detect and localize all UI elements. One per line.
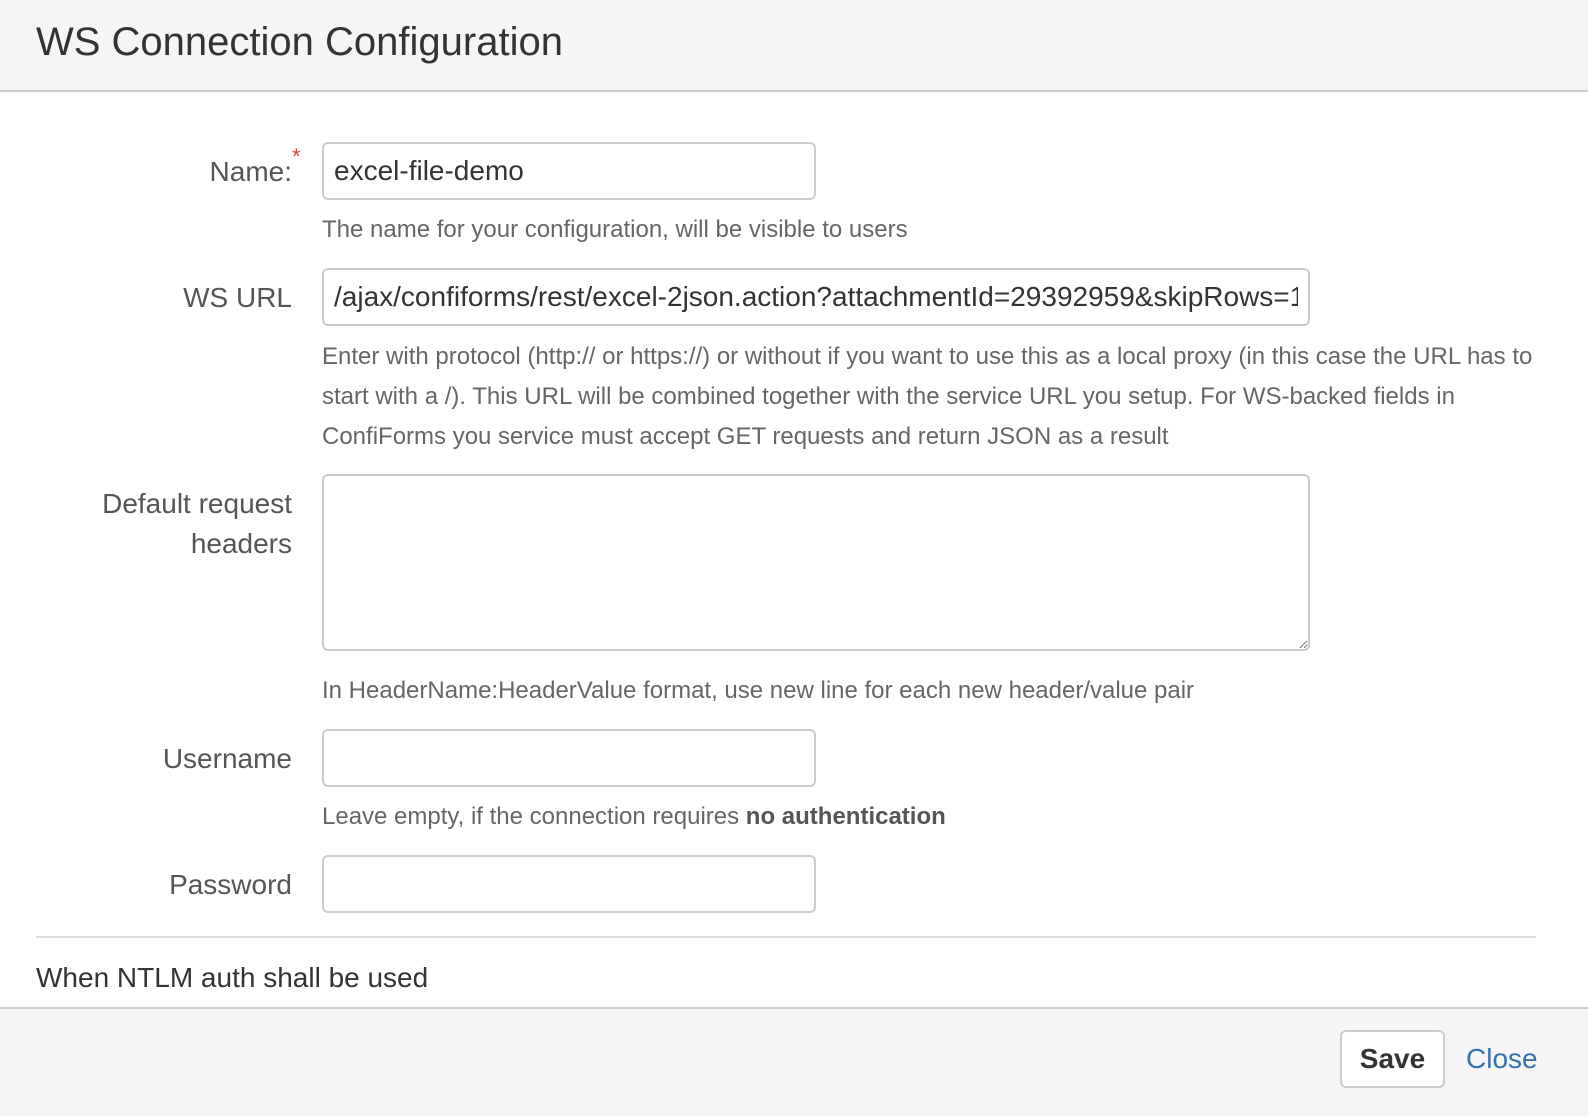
ws-url-input[interactable] [322, 268, 1310, 326]
headers-help-text: In HeaderName:HeaderValue format, use new line for each new header/value pair [322, 677, 1195, 704]
ws-url-help-text: Enter with protocol (http:// or https://) or without if you want to use this as a local proxy (in this case the URL has to start with a /). This URL will be combined together with the service URL you setup. For WS-backed fields in ConfiForms you service must accept GET requests and return JSON as a result [322, 343, 1533, 450]
username-help-bold: no authentication [745, 803, 946, 830]
section-divider [36, 936, 1536, 938]
password-label: Password [169, 869, 292, 900]
username-help-text [322, 797, 1542, 837]
dialog-title: WS Connection Configuration [36, 20, 563, 64]
name-input[interactable] [322, 142, 816, 200]
dialog-footer [0, 1007, 1588, 1116]
password-input[interactable] [322, 855, 816, 913]
name-label: Name: [209, 156, 292, 187]
close-link[interactable]: Close [1466, 1043, 1538, 1074]
headers-label: Default request headers [102, 488, 292, 559]
dialog-content [0, 92, 1588, 1010]
required-marker: * [292, 144, 301, 169]
dialog-header [0, 0, 1588, 92]
save-button[interactable]: Save [1340, 1030, 1445, 1088]
ws-url-label: WS URL [183, 282, 292, 313]
username-input[interactable] [322, 729, 816, 787]
ntlm-section-title: When NTLM auth shall be used [36, 962, 429, 993]
username-label: Username [162, 743, 292, 774]
name-help-text: The name for your configuration, will be visible to users [322, 216, 908, 243]
username-help-prefix: Leave empty, if the connection requires [322, 803, 746, 830]
headers-textarea[interactable] [322, 474, 1310, 651]
